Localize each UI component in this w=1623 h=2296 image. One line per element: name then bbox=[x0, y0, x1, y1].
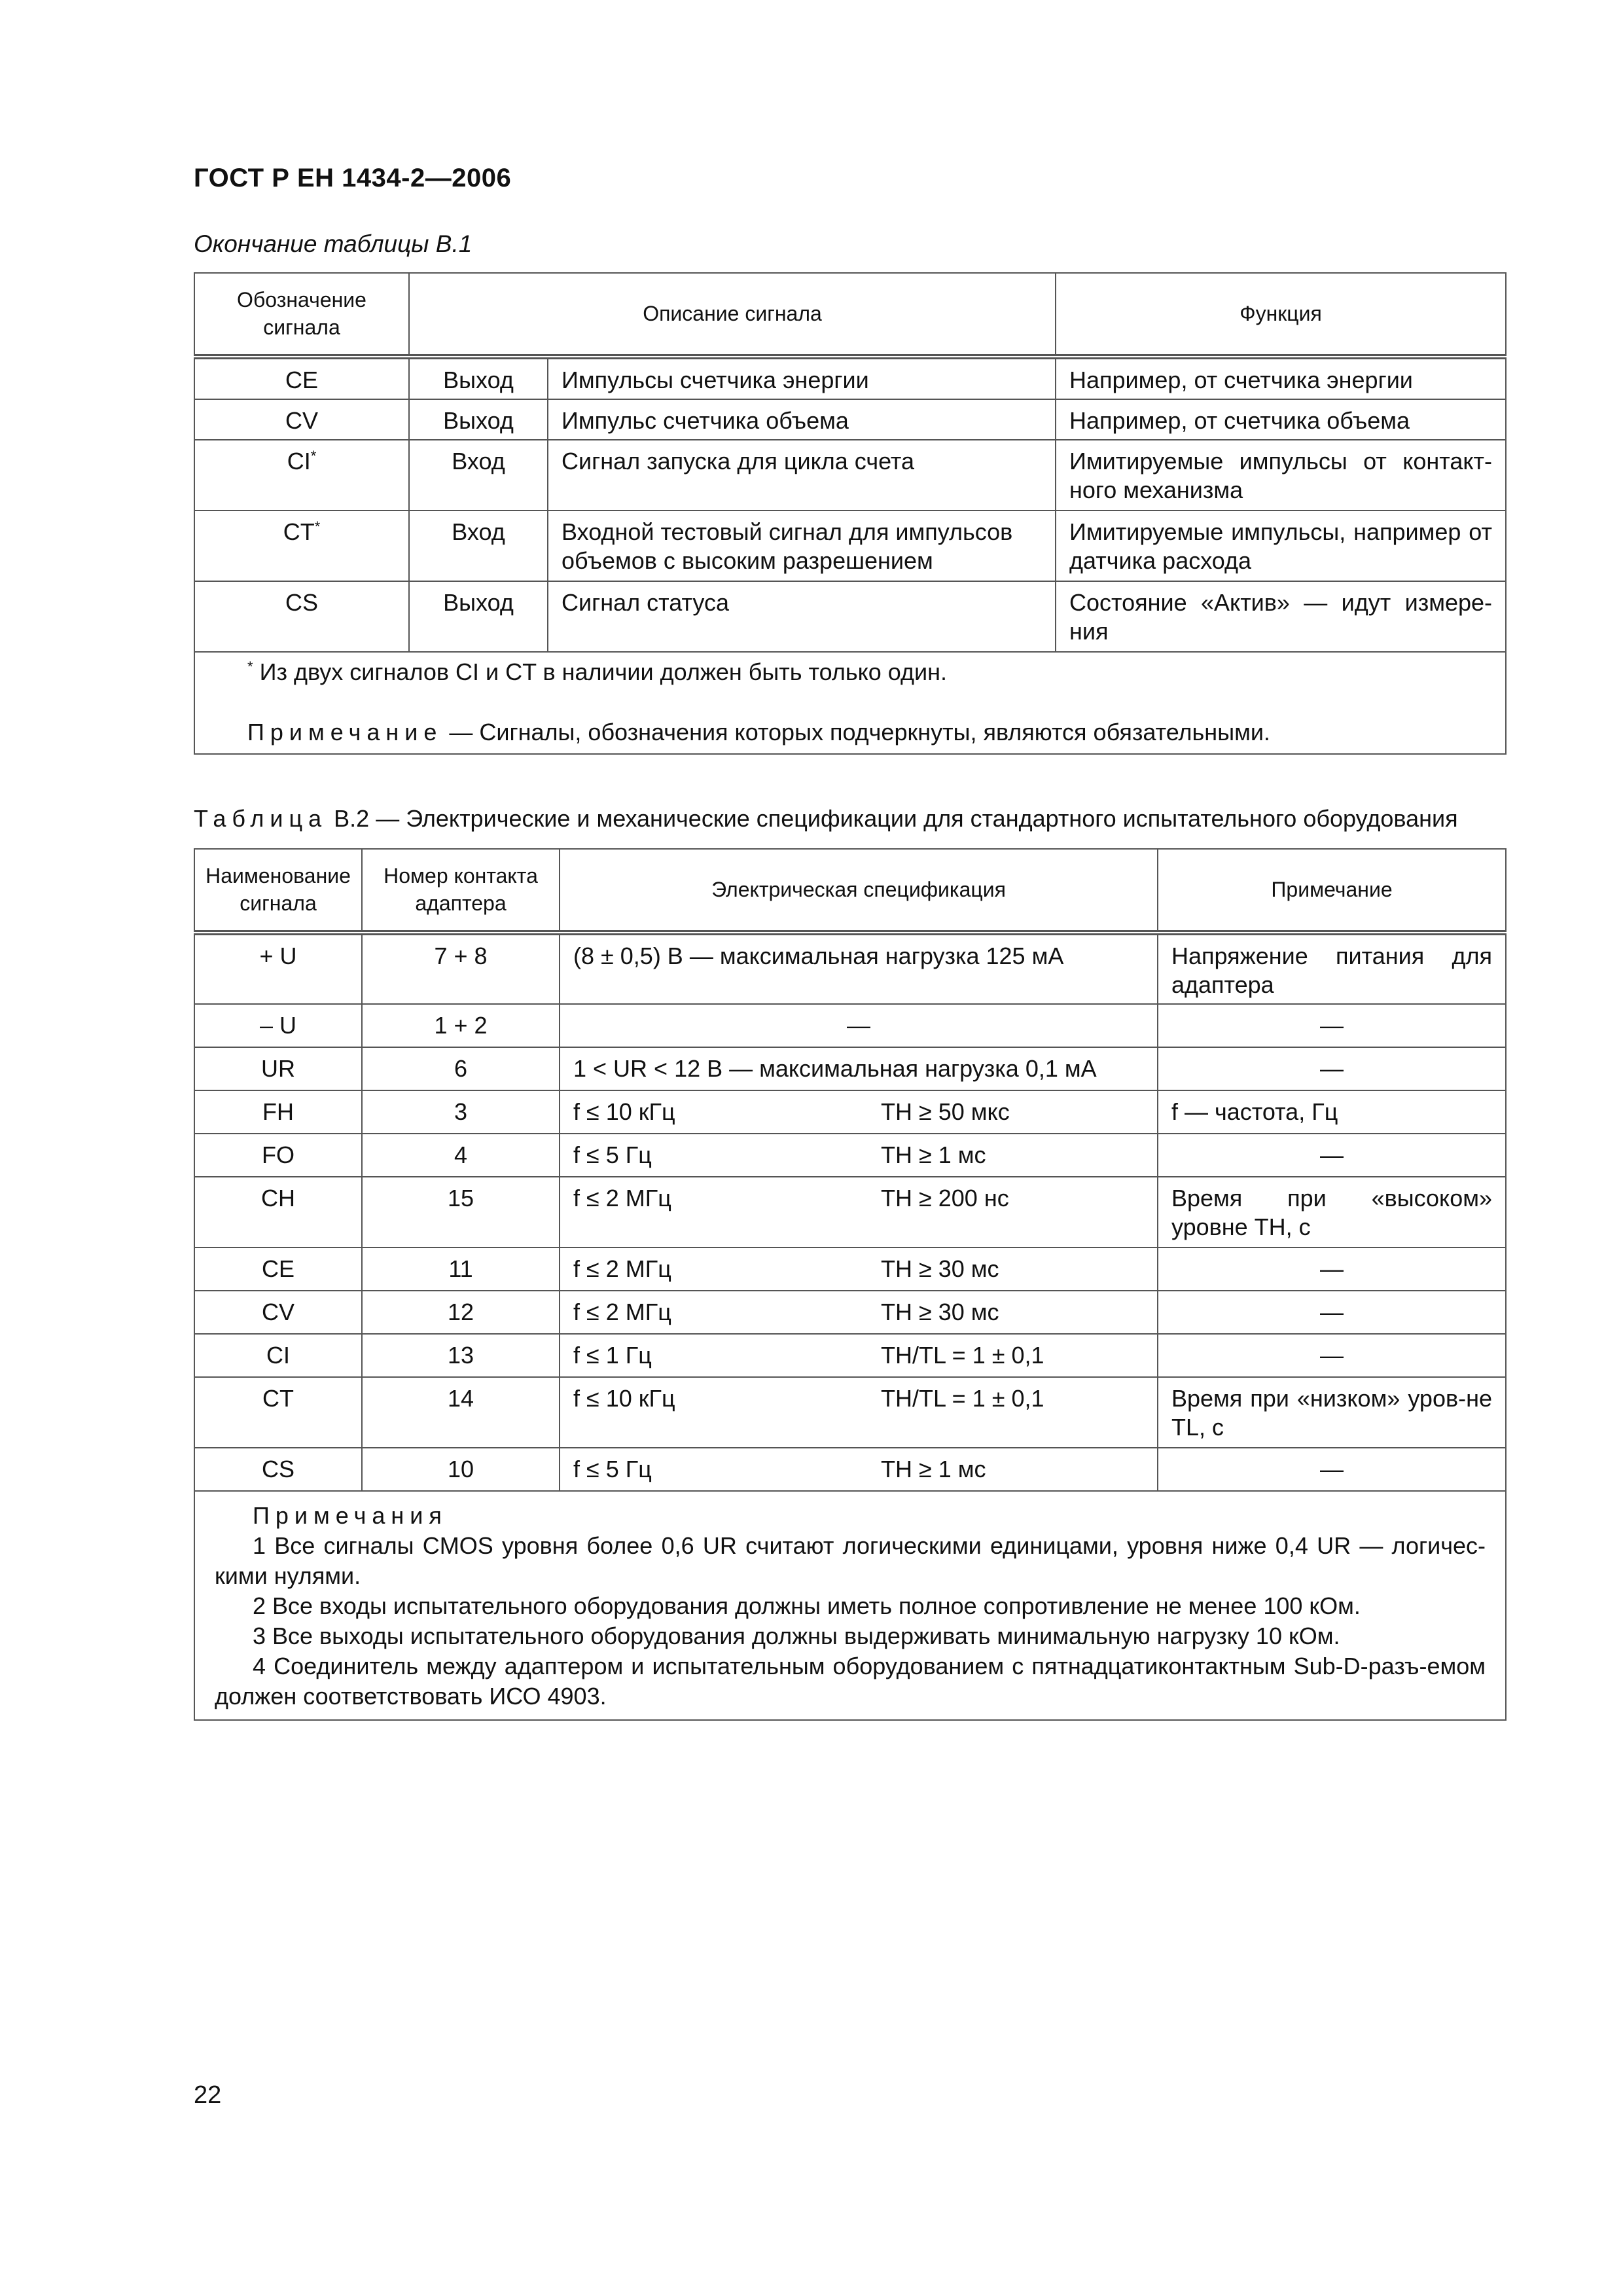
direction-cell: Выход bbox=[409, 581, 548, 652]
table-row bbox=[194, 1004, 1506, 1047]
table-row bbox=[194, 1334, 1506, 1377]
header-adapter-pin: Номер контакта адаптера bbox=[362, 849, 560, 933]
signal-table-body bbox=[194, 357, 1506, 652]
spec-frequency: f ≤ 2 МГц bbox=[573, 1255, 671, 1282]
electrical-spec-cell bbox=[560, 1047, 1158, 1090]
table-note bbox=[247, 718, 1492, 747]
signal-code: CS bbox=[285, 589, 318, 616]
adapter-pin-cell: 15 bbox=[362, 1177, 560, 1247]
direction-cell: Выход bbox=[409, 357, 548, 399]
signal-name-cell: – U bbox=[194, 1004, 362, 1047]
adapter-pin-cell: 1 + 2 bbox=[362, 1004, 560, 1047]
spec-timing: TH ≥ 30 мс bbox=[881, 1299, 999, 1325]
header-signal-name: Наименование сигнала bbox=[194, 849, 362, 933]
footnote-mark: * bbox=[310, 448, 317, 464]
spec-frequency: f ≤ 2 МГц bbox=[573, 1299, 671, 1325]
function-cell: Имитируемые импульсы, например от датчика расхода bbox=[1056, 511, 1506, 581]
electrical-spec-cell bbox=[560, 933, 1158, 1004]
signal-cell bbox=[194, 399, 409, 440]
note-1: 1 Все сигналы CMOS уровня более 0,6 UR считают логическими единицами, уровня ниже 0,4 UR — логичес-кими нулями. bbox=[215, 1532, 1486, 1589]
electrical-spec-cell bbox=[560, 1291, 1158, 1334]
spec-frequency: f ≤ 10 кГц bbox=[573, 1098, 675, 1125]
signal-cell bbox=[194, 440, 409, 511]
spec-timing: TH/TL = 1 ± 0,1 bbox=[881, 1385, 1044, 1412]
adapter-pin-cell: 13 bbox=[362, 1334, 560, 1377]
signal-cell bbox=[194, 511, 409, 581]
function-cell: Например, от счетчика объема bbox=[1056, 399, 1506, 440]
spec-timing: TH/TL = 1 ± 0,1 bbox=[881, 1342, 1044, 1369]
spec-frequency: f ≤ 2 МГц bbox=[573, 1185, 671, 1211]
note-cell: Время при «высоком» уровне TH, с bbox=[1158, 1177, 1506, 1247]
table-header-row bbox=[194, 273, 1506, 357]
adapter-pin-cell: 7 + 8 bbox=[362, 933, 560, 1004]
table-footnote-row bbox=[194, 652, 1506, 754]
table-row bbox=[194, 581, 1506, 652]
note-label: Примечание bbox=[247, 719, 443, 745]
table2-caption-text: В.2 — Электрические и механические спецификации для стандартного испытательного оборудования bbox=[334, 805, 1458, 832]
footnote-mark: * bbox=[314, 518, 321, 535]
notes-cell bbox=[194, 1491, 1506, 1720]
adapter-pin-cell: 14 bbox=[362, 1377, 560, 1448]
table-row bbox=[194, 357, 1506, 399]
table-row bbox=[194, 1247, 1506, 1291]
document-code: ГОСТ Р ЕН 1434-2—2006 bbox=[194, 164, 512, 192]
signal-name-cell: FH bbox=[194, 1090, 362, 1134]
signal-name-cell: CE bbox=[194, 1247, 362, 1291]
signal-code: CV bbox=[285, 407, 318, 434]
table-row bbox=[194, 511, 1506, 581]
page-number: 22 bbox=[194, 2081, 222, 2109]
spec-frequency: f ≤ 10 кГц bbox=[573, 1385, 675, 1412]
direction-cell: Выход bbox=[409, 399, 548, 440]
description-cell: Импульсы счетчика энергии bbox=[548, 357, 1056, 399]
spec-timing: TH ≥ 50 мкс bbox=[881, 1098, 1010, 1125]
note-cell: — bbox=[1158, 1247, 1506, 1291]
spec-timing: TH ≥ 30 мс bbox=[881, 1255, 999, 1282]
electrical-spec-cell bbox=[560, 1247, 1158, 1291]
electrical-spec-cell bbox=[560, 1448, 1158, 1491]
electrical-spec-cell bbox=[560, 1334, 1158, 1377]
electrical-spec-cell bbox=[560, 1177, 1158, 1247]
signal-name-cell: CV bbox=[194, 1291, 362, 1334]
adapter-pin-cell: 10 bbox=[362, 1448, 560, 1491]
note-cell: — bbox=[1158, 1334, 1506, 1377]
electrical-spec-cell bbox=[560, 1134, 1158, 1177]
signal-name-cell: CH bbox=[194, 1177, 362, 1247]
footnote-mark: * bbox=[247, 658, 253, 675]
signal-code: CE bbox=[285, 367, 318, 393]
adapter-pin-cell: 4 bbox=[362, 1134, 560, 1177]
table-header-row bbox=[194, 849, 1506, 933]
signal-name-cell: CT bbox=[194, 1377, 362, 1448]
signal-name-cell: + U bbox=[194, 933, 362, 1004]
spec-timing: TH ≥ 1 мс bbox=[881, 1456, 986, 1482]
note-cell: — bbox=[1158, 1134, 1506, 1177]
description-cell: Импульс счетчика объема bbox=[548, 399, 1056, 440]
note-cell: Время при «низком» уров-не TL, с bbox=[1158, 1377, 1506, 1448]
electrical-spec-cell bbox=[560, 1090, 1158, 1134]
spec-text: (8 ± 0,5) В — максимальная нагрузка 125 мА bbox=[573, 942, 1064, 969]
signal-name-cell: CS bbox=[194, 1448, 362, 1491]
header-function: Функция bbox=[1056, 273, 1506, 357]
header-description: Описание сигнала bbox=[409, 273, 1056, 357]
direction-cell: Вход bbox=[409, 440, 548, 511]
table-row bbox=[194, 1134, 1506, 1177]
function-cell: Состояние «Актив» — идут измере-ния bbox=[1056, 581, 1506, 652]
adapter-pin-cell: 6 bbox=[362, 1047, 560, 1090]
adapter-pin-cell: 11 bbox=[362, 1247, 560, 1291]
signal-table bbox=[194, 272, 1507, 755]
spec-frequency: f ≤ 1 Гц bbox=[573, 1342, 652, 1369]
table-row bbox=[194, 1448, 1506, 1491]
note-2: 2 Все входы испытательного оборудования должны иметь полное сопротивление не менее 100 кОм. bbox=[253, 1592, 1361, 1619]
specification-table bbox=[194, 848, 1507, 1721]
table-row bbox=[194, 1090, 1506, 1134]
note-text: — Сигналы, обозначения которых подчеркнуты, являются обязательными. bbox=[449, 719, 1270, 745]
function-cell: Имитируемые импульсы от контакт-ного механизма bbox=[1056, 440, 1506, 511]
function-cell: Например, от счетчика энергии bbox=[1056, 357, 1506, 399]
header-note: Примечание bbox=[1158, 849, 1506, 933]
table-row bbox=[194, 933, 1506, 1004]
signal-name-cell: FO bbox=[194, 1134, 362, 1177]
header-signal: Обозначение сигнала bbox=[194, 273, 409, 357]
footnote-cell bbox=[194, 652, 1506, 754]
table-row bbox=[194, 1291, 1506, 1334]
specification-table-body bbox=[194, 933, 1506, 1491]
signal-cell bbox=[194, 581, 409, 652]
adapter-pin-cell: 12 bbox=[362, 1291, 560, 1334]
note-cell: — bbox=[1158, 1004, 1506, 1047]
note-cell: — bbox=[1158, 1047, 1506, 1090]
note-cell: Напряжение питания для адаптера bbox=[1158, 933, 1506, 1004]
table-row bbox=[194, 1377, 1506, 1448]
spec-text: 1 < UR < 12 В — максимальная нагрузка 0,1 мА bbox=[573, 1055, 1097, 1082]
electrical-spec-cell bbox=[560, 1004, 1158, 1047]
description-cell: Сигнал статуса bbox=[548, 581, 1056, 652]
table-continuation-caption: Окончание таблицы В.1 bbox=[194, 230, 473, 257]
note-cell: — bbox=[1158, 1448, 1506, 1491]
table2-caption-label: Таблица bbox=[194, 805, 328, 832]
notes-label: Примечания bbox=[253, 1502, 448, 1529]
table2-caption bbox=[194, 805, 1503, 833]
direction-cell: Вход bbox=[409, 511, 548, 581]
adapter-pin-cell: 3 bbox=[362, 1090, 560, 1134]
electrical-spec-cell bbox=[560, 1377, 1158, 1448]
table-row bbox=[194, 399, 1506, 440]
notes-row bbox=[194, 1491, 1506, 1720]
signal-name-cell: CI bbox=[194, 1334, 362, 1377]
spec-frequency: f ≤ 5 Гц bbox=[573, 1456, 652, 1482]
table-row bbox=[194, 1177, 1506, 1247]
signal-code: CT bbox=[283, 518, 315, 545]
description-cell: Сигнал запуска для цикла счета bbox=[548, 440, 1056, 511]
header-electrical-spec: Электрическая спецификация bbox=[560, 849, 1158, 933]
spec-timing: TH ≥ 1 мс bbox=[881, 1141, 986, 1168]
spec-text: — bbox=[847, 1012, 870, 1039]
signal-name-cell: UR bbox=[194, 1047, 362, 1090]
spec-frequency: f ≤ 5 Гц bbox=[573, 1141, 652, 1168]
signal-code: CI bbox=[287, 448, 311, 475]
note-cell: f — частота, Гц bbox=[1158, 1090, 1506, 1134]
note-cell: — bbox=[1158, 1291, 1506, 1334]
description-cell: Входной тестовый сигнал для импульсов объемов с высоким разрешением bbox=[548, 511, 1056, 581]
table-row bbox=[194, 1047, 1506, 1090]
note-3: 3 Все выходы испытательного оборудования должны выдерживать минимальную нагрузку 10 кОм. bbox=[253, 1623, 1340, 1649]
footnote bbox=[247, 658, 1492, 687]
spec-timing: TH ≥ 200 нс bbox=[881, 1185, 1009, 1211]
signal-cell bbox=[194, 357, 409, 399]
note-4: 4 Соединитель между адаптером и испытательным оборудованием с пятнадцатиконтактным Sub-D-разъ-емом должен соответствовать ИСО 4903. bbox=[215, 1653, 1486, 1710]
table-row bbox=[194, 440, 1506, 511]
footnote-text: Из двух сигналов CI и CT в наличии должен быть только один. bbox=[259, 658, 948, 685]
